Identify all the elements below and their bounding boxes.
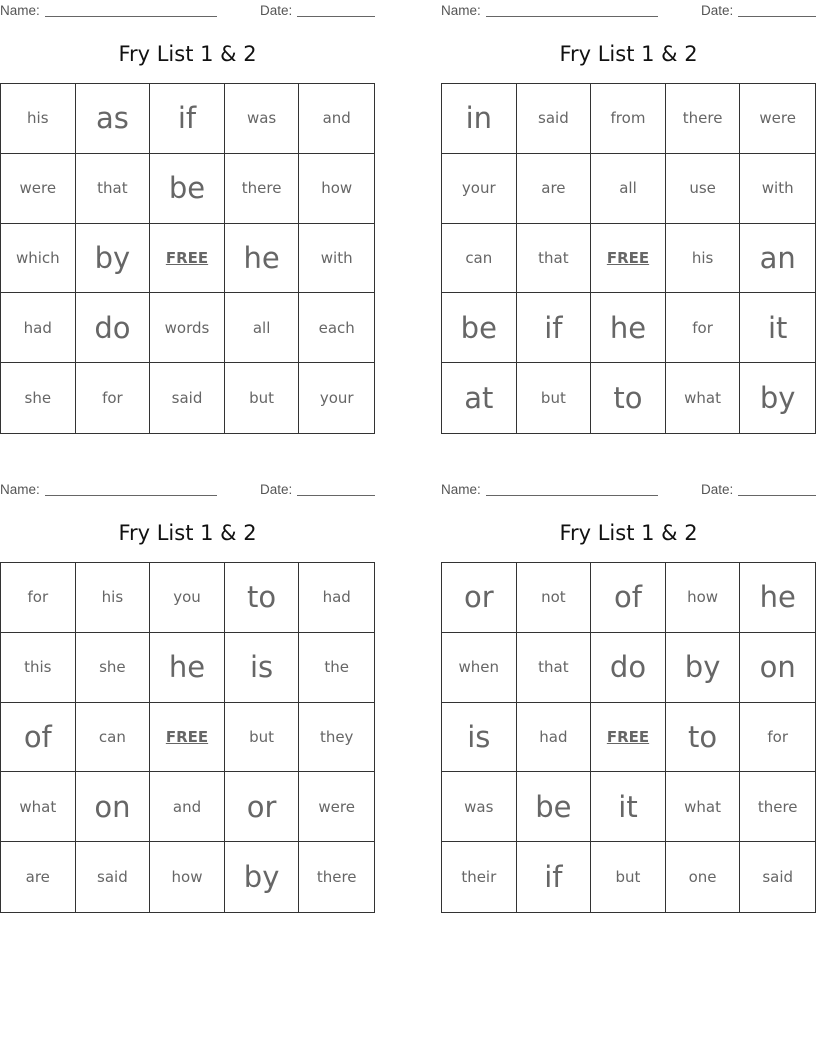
name-blank-line	[45, 495, 217, 496]
card-header	[441, 479, 816, 501]
word-cell: but	[591, 842, 666, 912]
word-cell: are	[517, 154, 592, 224]
card-header	[0, 0, 375, 22]
word-cell: be	[150, 154, 225, 224]
bingo-grid	[441, 562, 816, 913]
word-cell: said	[150, 363, 225, 433]
word-cell: not	[517, 563, 592, 633]
word-cell: to	[666, 703, 741, 773]
date-blank-line	[738, 495, 816, 496]
name-label: Name:	[0, 3, 40, 18]
word-cell: by	[759, 381, 796, 416]
word-cell: he	[225, 224, 300, 294]
word-cell: but	[225, 703, 300, 773]
word-cell: this	[1, 633, 76, 703]
word-cell: she	[1, 363, 76, 433]
word-cell: on	[740, 633, 815, 703]
word-cell: by	[76, 224, 151, 294]
word-cell: he	[150, 633, 225, 703]
bingo-grid	[441, 83, 816, 434]
word-cell: is	[442, 703, 517, 773]
free-space-cell: FREE	[591, 703, 666, 773]
word-cell: he	[591, 293, 666, 363]
card-header	[441, 0, 816, 22]
word-cell: all	[591, 154, 666, 224]
word-cell: it	[740, 293, 815, 363]
free-space-cell: FREE	[150, 703, 225, 773]
name-blank-line	[486, 16, 658, 17]
word-cell: do	[591, 633, 666, 703]
word-cell: how	[299, 154, 374, 224]
word-cell: his	[76, 563, 151, 633]
word-cell: what	[1, 772, 76, 842]
word-cell: there	[666, 84, 741, 154]
card-title: Fry List 1 & 2	[118, 42, 257, 66]
word-cell: was	[442, 772, 517, 842]
word-cell: said	[762, 868, 794, 887]
word-cell: what	[666, 772, 741, 842]
word-cell: be	[442, 293, 517, 363]
word-cell: it	[591, 772, 666, 842]
word-cell: an	[740, 224, 815, 294]
bingo-card-3	[0, 479, 375, 895]
word-cell: be	[517, 772, 592, 842]
word-cell: which	[1, 224, 76, 294]
word-cell: all	[225, 293, 300, 363]
word-cell: one	[666, 842, 741, 912]
word-cell: if	[517, 842, 592, 912]
name-blank-line	[486, 495, 658, 496]
word-cell: had	[517, 703, 592, 773]
card-title: Fry List 1 & 2	[559, 42, 698, 66]
word-cell: are	[1, 842, 76, 912]
word-cell: there	[225, 154, 300, 224]
word-cell: for	[76, 363, 151, 433]
card-title: Fry List 1 & 2	[118, 521, 257, 545]
word-cell: from	[591, 84, 666, 154]
card-title: Fry List 1 & 2	[559, 521, 698, 545]
word-cell: that	[76, 154, 151, 224]
word-cell: with	[740, 154, 815, 224]
word-cell: there	[740, 772, 815, 842]
word-cell: by	[666, 633, 741, 703]
word-cell: were	[1, 154, 76, 224]
card-header	[0, 479, 375, 501]
date-blank-line	[738, 16, 816, 17]
word-cell: his	[1, 84, 76, 154]
word-cell: how	[666, 563, 741, 633]
word-cell: there	[316, 868, 357, 887]
word-cell: you	[150, 563, 225, 633]
word-cell: if	[517, 293, 592, 363]
word-cell: were	[299, 772, 374, 842]
word-cell: that	[517, 633, 592, 703]
word-cell: is	[225, 633, 300, 703]
word-cell: their	[442, 842, 517, 912]
word-cell: the	[299, 633, 374, 703]
word-cell: when	[442, 633, 517, 703]
date-label: Date:	[701, 3, 734, 18]
word-cell: of	[591, 563, 666, 633]
bingo-card-1	[0, 0, 375, 408]
date-blank-line	[297, 16, 375, 17]
date-blank-line	[297, 495, 375, 496]
word-cell: and	[299, 84, 374, 154]
date-label: Date:	[260, 482, 293, 497]
bingo-grid	[0, 83, 375, 434]
bingo-card-2	[441, 0, 816, 416]
word-cell: your	[319, 389, 354, 408]
word-cell: said	[76, 842, 151, 912]
word-cell: with	[299, 224, 374, 294]
word-cell: his	[666, 224, 741, 294]
word-cell: and	[150, 772, 225, 842]
date-label: Date:	[701, 482, 734, 497]
word-cell: by	[225, 842, 300, 912]
word-cell: for	[740, 703, 815, 773]
word-cell: how	[150, 842, 225, 912]
name-label: Name:	[441, 482, 481, 497]
word-cell: but	[517, 363, 592, 433]
bingo-card-4	[441, 479, 816, 895]
word-cell: was	[225, 84, 300, 154]
word-cell: on	[76, 772, 151, 842]
word-cell: they	[299, 703, 374, 773]
word-cell: had	[1, 293, 76, 363]
name-blank-line	[45, 16, 217, 17]
word-cell: at	[442, 363, 517, 433]
bingo-grid	[0, 562, 375, 913]
free-space-cell: FREE	[150, 224, 225, 294]
word-cell: what	[666, 363, 741, 433]
word-cell: can	[76, 703, 151, 773]
word-cell: but	[225, 363, 300, 433]
word-cell: to	[225, 563, 300, 633]
word-cell: or	[225, 772, 300, 842]
word-cell: she	[76, 633, 151, 703]
word-cell: if	[150, 84, 225, 154]
word-cell: for	[1, 563, 76, 633]
word-cell: use	[666, 154, 741, 224]
word-cell: said	[517, 84, 592, 154]
name-label: Name:	[0, 482, 40, 497]
word-cell: he	[740, 563, 815, 633]
free-space-cell: FREE	[591, 224, 666, 294]
word-cell: do	[76, 293, 151, 363]
word-cell: that	[517, 224, 592, 294]
word-cell: as	[76, 84, 151, 154]
date-label: Date:	[260, 3, 293, 18]
word-cell: your	[442, 154, 517, 224]
word-cell: to	[591, 363, 666, 433]
word-cell: words	[150, 293, 225, 363]
word-cell: can	[442, 224, 517, 294]
word-cell: or	[442, 563, 517, 633]
word-cell: of	[1, 703, 76, 773]
word-cell: for	[666, 293, 741, 363]
word-cell: in	[442, 84, 517, 154]
word-cell: were	[740, 84, 815, 154]
word-cell: each	[299, 293, 374, 363]
word-cell: had	[299, 563, 374, 633]
name-label: Name:	[441, 3, 481, 18]
